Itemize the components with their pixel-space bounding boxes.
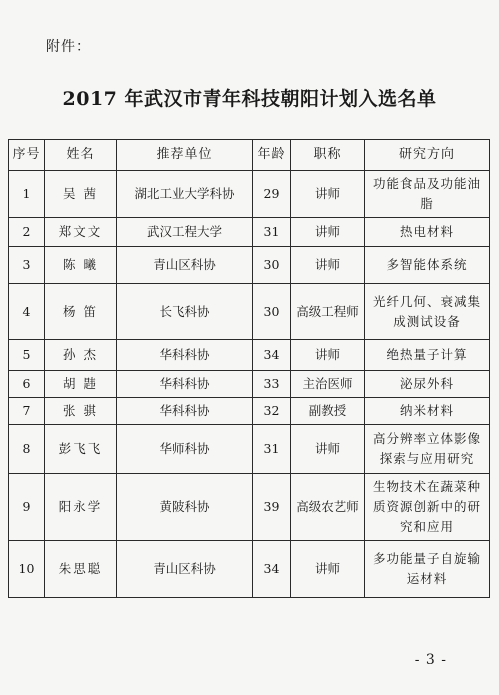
cell-unit: 华科科协 [117, 371, 253, 398]
cell-title: 主治医师 [291, 371, 365, 398]
table-row [9, 425, 490, 474]
cell-no: 3 [9, 247, 45, 284]
cell-title: 讲师 [291, 247, 365, 284]
header-age: 年龄 [253, 140, 291, 171]
cell-unit: 青山区科协 [117, 541, 253, 598]
cell-title: 高级工程师 [291, 284, 365, 340]
cell-direction: 多智能体系统 [365, 247, 490, 284]
cell-unit: 武汉工程大学 [117, 218, 253, 247]
cell-direction: 光纤几何、衰减集成测试设备 [365, 284, 490, 340]
cell-no: 7 [9, 398, 45, 425]
cell-direction: 绝热量子计算 [365, 340, 490, 371]
header-name: 姓名 [45, 140, 117, 171]
cell-unit: 青山区科协 [117, 247, 253, 284]
cell-direction: 生物技术在蔬菜种质资源创新中的研究和应用 [365, 474, 490, 541]
cell-name: 阳永学 [45, 474, 117, 541]
cell-name: 杨 笛 [45, 284, 117, 340]
cell-direction: 高分辨率立体影像探索与应用研究 [365, 425, 490, 474]
cell-no: 2 [9, 218, 45, 247]
table-row [9, 371, 490, 398]
table-row [9, 398, 490, 425]
cell-age: 34 [253, 541, 291, 598]
header-unit: 推荐单位 [117, 140, 253, 171]
cell-title: 讲师 [291, 541, 365, 598]
cell-direction: 多功能量子自旋输运材料 [365, 541, 490, 598]
cell-name: 张 骐 [45, 398, 117, 425]
cell-no: 5 [9, 340, 45, 371]
cell-age: 33 [253, 371, 291, 398]
attachment-label: 附件： [46, 39, 91, 55]
cell-title: 讲师 [291, 425, 365, 474]
header-title: 职称 [291, 140, 365, 171]
cell-title: 高级农艺师 [291, 474, 365, 541]
cell-title: 讲师 [291, 218, 365, 247]
cell-name: 陈 曦 [45, 247, 117, 284]
cell-name: 郑文文 [45, 218, 117, 247]
cell-no: 1 [9, 171, 45, 218]
cell-unit: 华师科协 [117, 425, 253, 474]
cell-no: 10 [9, 541, 45, 598]
table-header-row [9, 140, 490, 171]
selection-list-table [8, 139, 490, 598]
cell-title: 副教授 [291, 398, 365, 425]
cell-age: 30 [253, 284, 291, 340]
cell-name: 胡 韪 [45, 371, 117, 398]
cell-unit: 湖北工业大学科协 [117, 171, 253, 218]
table-row [9, 541, 490, 598]
document-title: 2017 年武汉市青年科技朝阳计划入选名单 [62, 88, 437, 110]
cell-unit: 黄陂科协 [117, 474, 253, 541]
cell-age: 30 [253, 247, 291, 284]
cell-direction: 热电材料 [365, 218, 490, 247]
cell-name: 孙 杰 [45, 340, 117, 371]
cell-title: 讲师 [291, 340, 365, 371]
table-row [9, 247, 490, 284]
table-row [9, 284, 490, 340]
cell-unit: 华科科协 [117, 398, 253, 425]
cell-no: 4 [9, 284, 45, 340]
cell-age: 31 [253, 218, 291, 247]
table-row [9, 218, 490, 247]
cell-unit: 长飞科协 [117, 284, 253, 340]
cell-title: 讲师 [291, 171, 365, 218]
cell-age: 34 [253, 340, 291, 371]
cell-direction: 功能食品及功能油脂 [365, 171, 490, 218]
table-row [9, 340, 490, 371]
cell-name: 吴 茜 [45, 171, 117, 218]
cell-no: 8 [9, 425, 45, 474]
cell-direction: 纳米材料 [365, 398, 490, 425]
cell-age: 32 [253, 398, 291, 425]
cell-unit: 华科科协 [117, 340, 253, 371]
cell-no: 6 [9, 371, 45, 398]
header-direction: 研究方向 [365, 140, 490, 171]
page-number: - 3 - [414, 652, 447, 668]
cell-name: 朱思聪 [45, 541, 117, 598]
header-no: 序号 [9, 140, 45, 171]
cell-direction: 泌尿外科 [365, 371, 490, 398]
cell-age: 39 [253, 474, 291, 541]
table-row [9, 474, 490, 541]
table-row [9, 171, 490, 218]
cell-age: 31 [253, 425, 291, 474]
cell-no: 9 [9, 474, 45, 541]
cell-age: 29 [253, 171, 291, 218]
cell-name: 彭飞飞 [45, 425, 117, 474]
